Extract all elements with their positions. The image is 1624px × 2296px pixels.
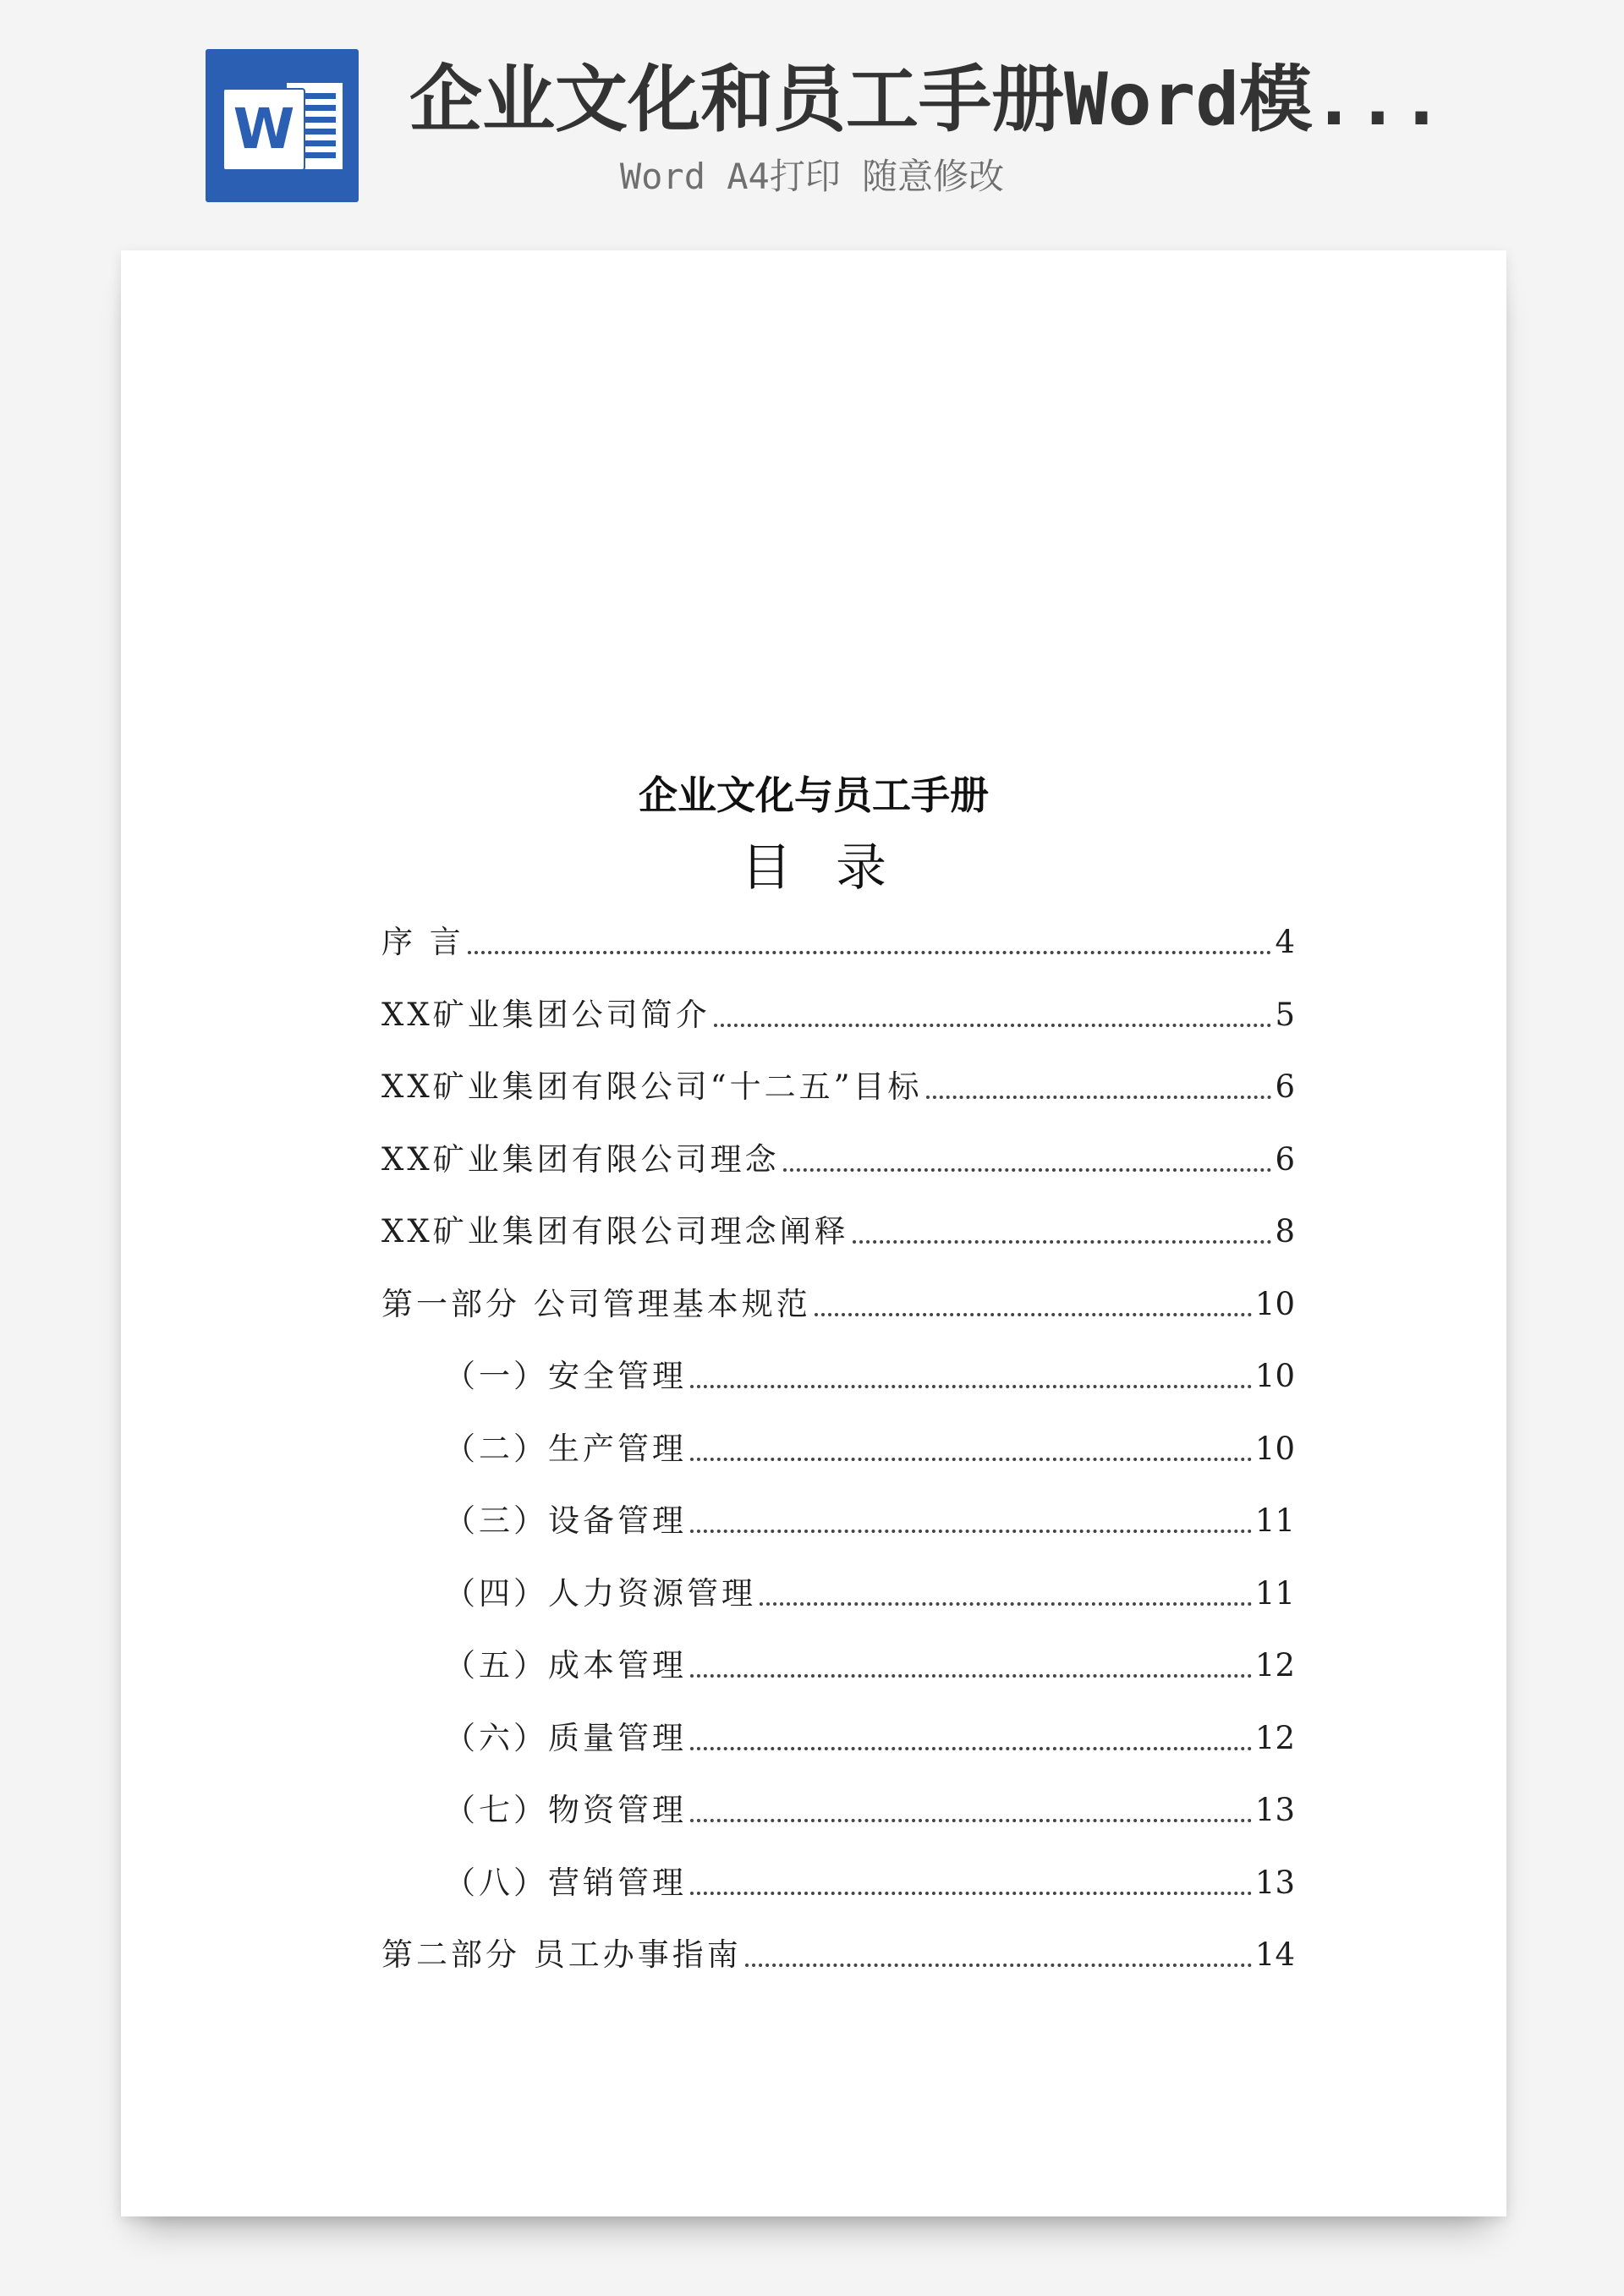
toc-dot-leader: [690, 1747, 1252, 1750]
toc-entry-label: （四）人力资源管理: [444, 1574, 756, 1612]
toc-entry-label: （一）安全管理: [444, 1358, 687, 1394]
toc-entry[interactable]: [381, 1062, 1295, 1109]
toc-entry-page-number: 4: [1275, 924, 1295, 960]
toc-entry[interactable]: [444, 1568, 1295, 1616]
toc-entry-page-number: 14: [1254, 1936, 1295, 1973]
toc-entry-page-number: 13: [1254, 1864, 1295, 1901]
toc-dot-leader: [853, 1240, 1272, 1244]
toc-dot-leader: [690, 1530, 1252, 1533]
toc-entry-label: （二）生产管理: [444, 1430, 687, 1467]
toc-entry[interactable]: [381, 917, 1295, 964]
toc-entry-page-number: 13: [1254, 1792, 1295, 1828]
toc-entry-page-number: 10: [1254, 1430, 1295, 1467]
toc-entry-label: 序 言: [381, 924, 464, 960]
toc-title: 目录: [741, 838, 930, 898]
toc-entry-label: XX矿业集团有限公司理念: [381, 1140, 780, 1178]
toc-entry-page-number: 10: [1254, 1285, 1295, 1322]
word-letter-w: W: [233, 96, 295, 162]
toc-dot-leader: [690, 1385, 1252, 1388]
toc-entry[interactable]: [381, 1930, 1295, 1977]
toc-entry[interactable]: [381, 1279, 1295, 1327]
toc-dot-leader: [714, 1024, 1272, 1027]
toc-dot-leader: [926, 1096, 1272, 1099]
toc-entry[interactable]: [444, 1858, 1295, 1905]
toc-entry[interactable]: [444, 1496, 1295, 1543]
toc-entry[interactable]: [381, 990, 1295, 1037]
toc-entry[interactable]: [381, 1206, 1295, 1254]
toc-entry-label: （七）物资管理: [444, 1792, 687, 1828]
toc-entry-page-number: 5: [1275, 996, 1295, 1033]
toc-entry[interactable]: [444, 1424, 1295, 1471]
toc-entry-label: 第一部分 公司管理基本规范: [381, 1285, 811, 1322]
toc-dot-leader: [690, 1819, 1252, 1822]
toc-dot-leader: [468, 951, 1272, 954]
toc-entry[interactable]: [444, 1351, 1295, 1398]
toc-dot-leader: [690, 1674, 1252, 1678]
toc-entry-page-number: 11: [1254, 1574, 1295, 1612]
toc-dot-leader: [690, 1458, 1252, 1461]
toc-entry-label: （八）营销管理: [444, 1864, 687, 1901]
toc-entry-label: （六）质量管理: [444, 1719, 687, 1756]
document-page: [121, 250, 1506, 2216]
toc-dot-leader: [783, 1168, 1272, 1172]
toc-entry[interactable]: [444, 1640, 1295, 1688]
toc-entry-label: （三）设备管理: [444, 1502, 687, 1539]
toc-entry-page-number: 11: [1254, 1502, 1295, 1539]
toc-entry-label: XX矿业集团有限公司理念阐释: [381, 1213, 849, 1250]
document-subtitle: Word A4打印 随意修改: [619, 156, 1005, 197]
toc-dot-leader: [690, 1892, 1252, 1895]
toc-entry-page-number: 8: [1275, 1213, 1295, 1250]
toc-entry-page-number: 6: [1275, 1068, 1295, 1105]
toc-entry-page-number: 12: [1254, 1647, 1295, 1684]
toc-entry-label: XX矿业集团有限公司“十二五”目标: [381, 1068, 923, 1105]
document-title: 企业文化和员工手册Word模...: [409, 58, 1444, 142]
toc-dot-leader: [760, 1602, 1252, 1606]
page-heading: 企业文化与员工手册: [639, 772, 989, 818]
toc-dot-leader: [745, 1964, 1252, 1967]
toc-entry[interactable]: [444, 1785, 1295, 1832]
toc-entry-page-number: 10: [1254, 1358, 1295, 1394]
toc-entry[interactable]: [444, 1713, 1295, 1760]
table-of-contents: [381, 250, 1295, 2216]
toc-entry-page-number: 12: [1254, 1719, 1295, 1756]
toc-entry-label: XX矿业集团公司简介: [381, 996, 710, 1033]
toc-dot-leader: [815, 1313, 1252, 1316]
toc-entry[interactable]: [381, 1134, 1295, 1182]
toc-entry-page-number: 6: [1275, 1140, 1295, 1178]
toc-entry-label: 第二部分 员工办事指南: [381, 1936, 742, 1973]
header: [0, 0, 1624, 220]
toc-entry-label: （五）成本管理: [444, 1647, 687, 1684]
